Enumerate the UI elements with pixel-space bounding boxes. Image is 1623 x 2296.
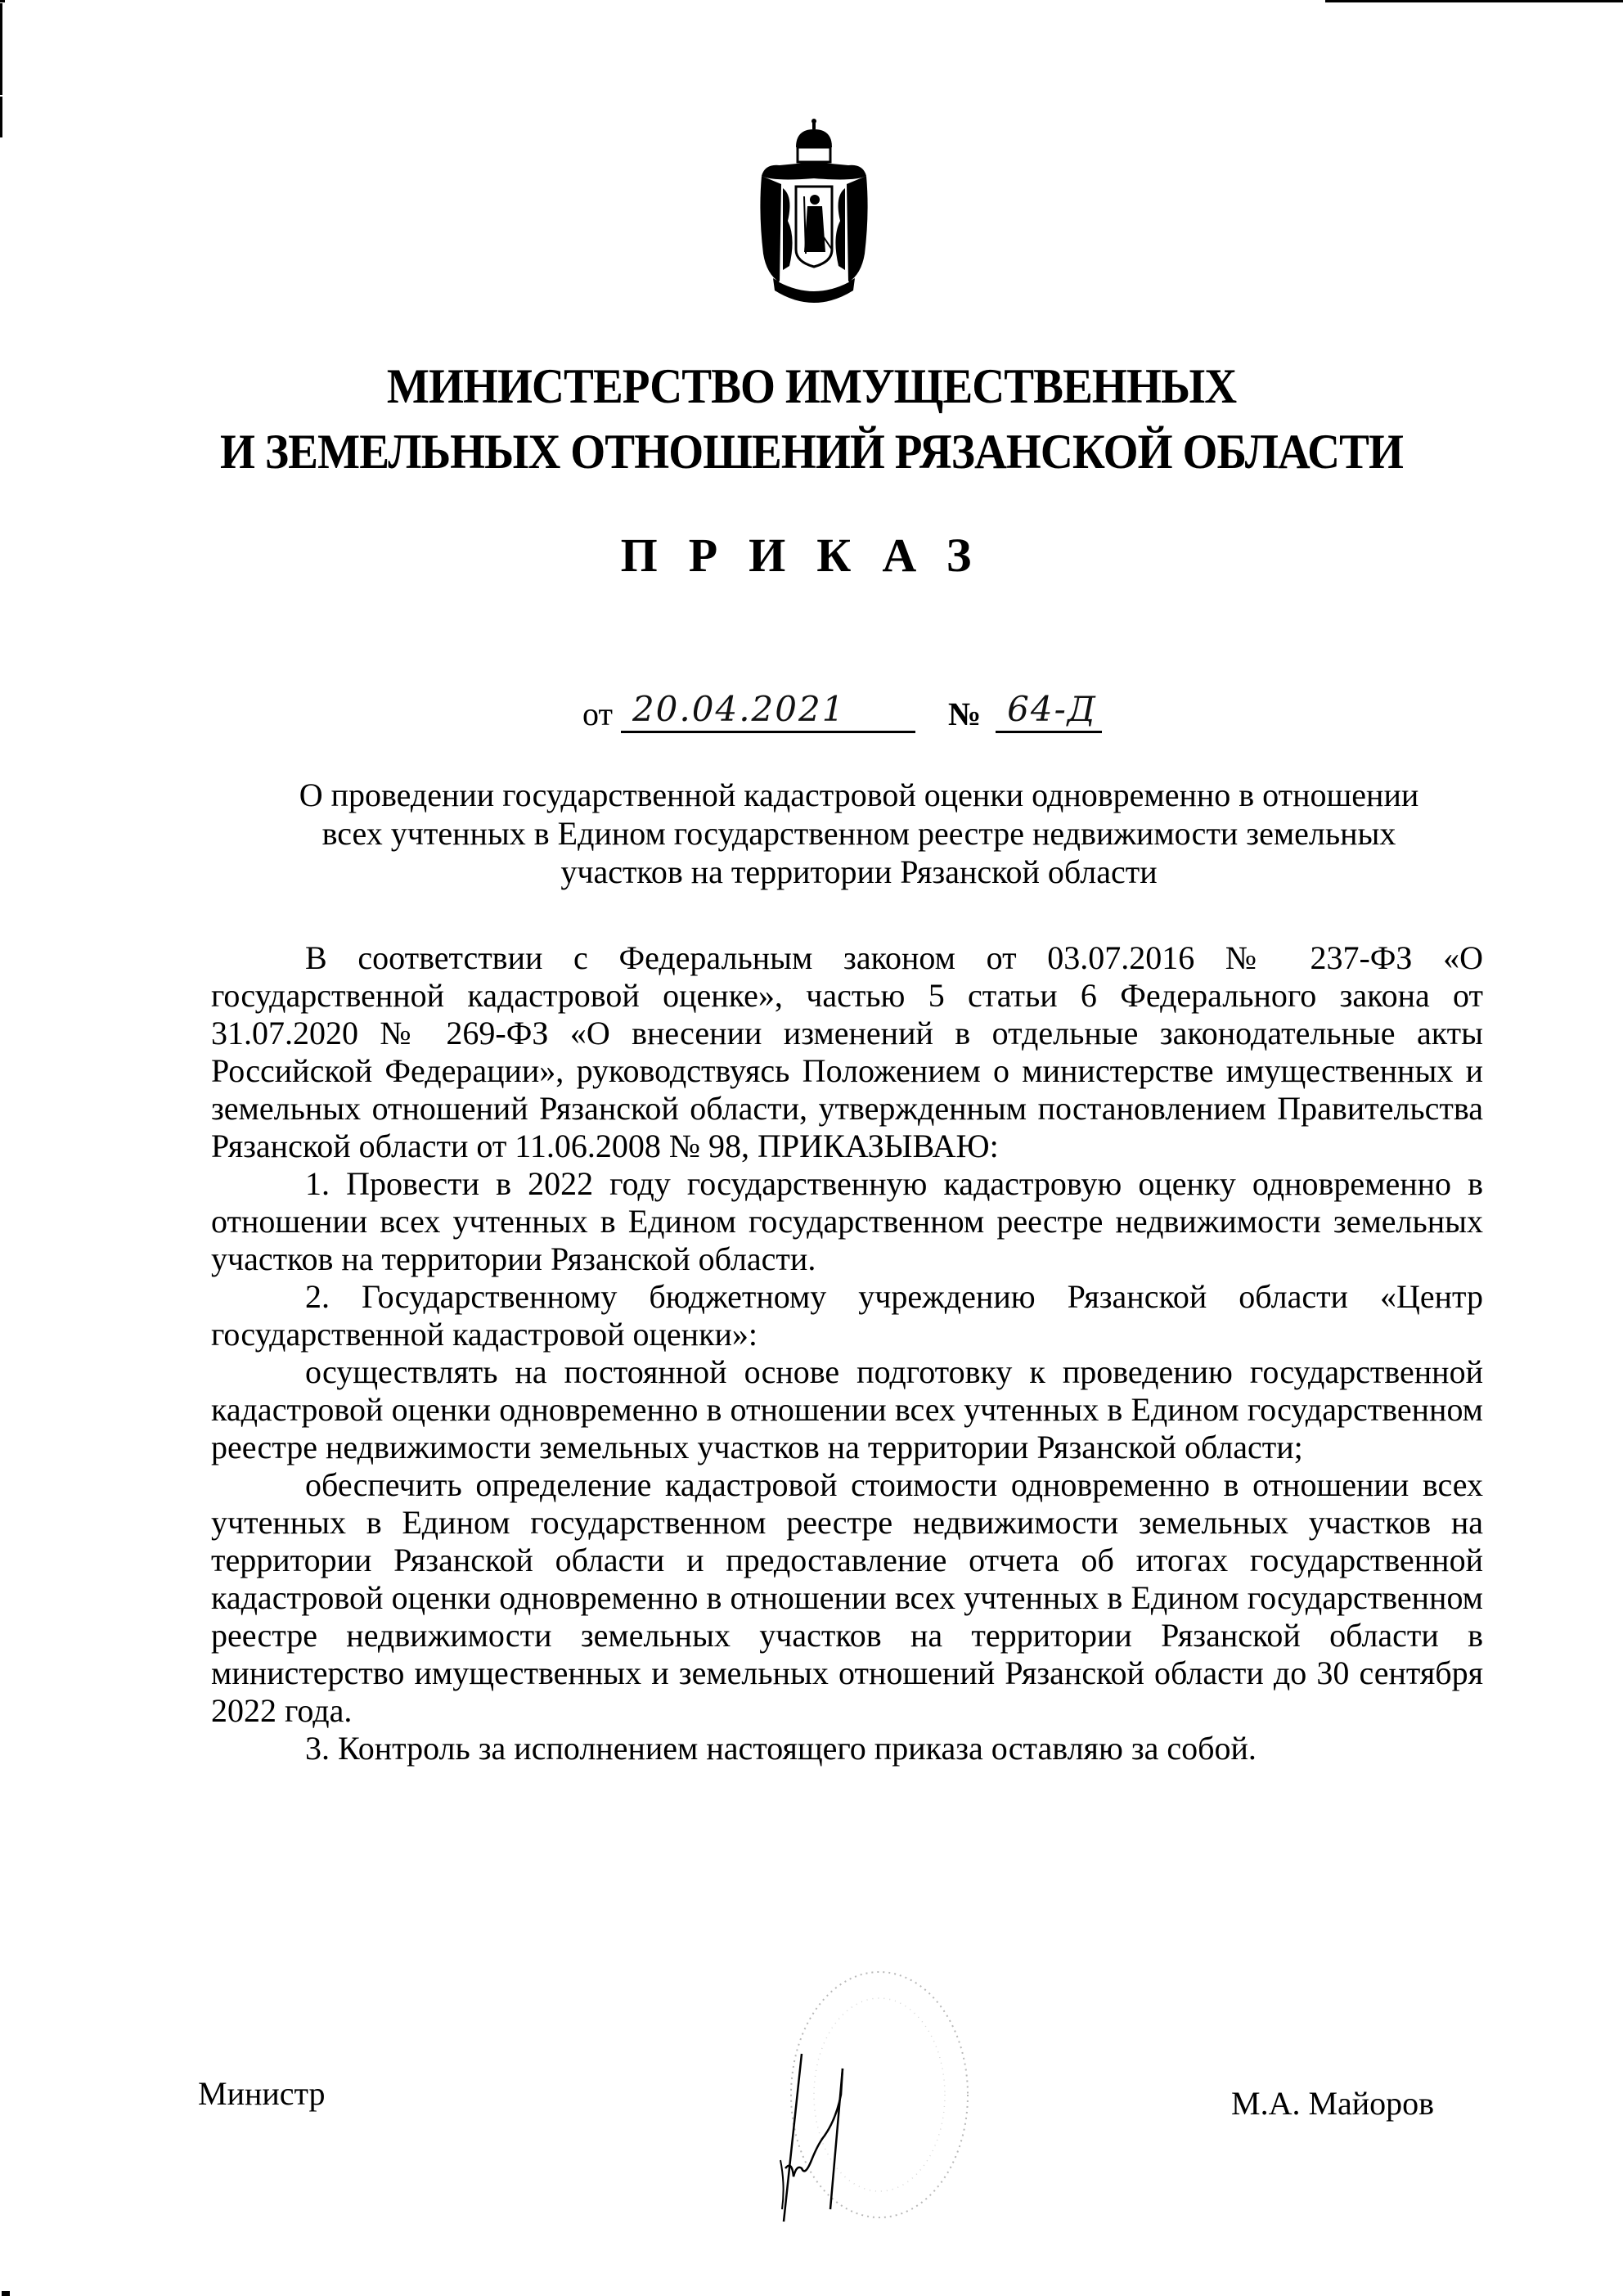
scan-artifact — [0, 3, 2, 95]
scan-artifact — [0, 97, 2, 137]
ministry-title-line-1: МИНИСТЕРСТВО ИМУЩЕСТВЕННЫХ — [386, 359, 1237, 413]
ministry-title — [65, 353, 1558, 484]
preamble-paragraph: В соответствии с Федеральным законом от 03.07.2016 № 237-ФЗ «О государственной кадастровой оценке», частью 5 статьи 6 Федерального закона от 31.07.2020 № 269-ФЗ «О внесении изменений в отдельные законодательные акты Российской Федерации», руководствуясь Положением о министерстве имущественных и земельных отношений Рязанской области, утвержденным постановлением Правительства Рязанской области от 11.06.2008 № 98, ПРИКАЗЫВАЮ: — [211, 939, 1483, 1164]
scan-artifact — [1325, 0, 1623, 2]
scan-artifact — [2, 2291, 10, 2296]
ministry-title-line-2: И ЗЕМЕЛЬНЫХ ОТНОШЕНИЙ РЯЗАНСКОЙ ОБЛАСТИ — [220, 425, 1403, 479]
order-subject: О проведении государственной кадастровой оценки одновременно в отношении всех учтенных в Едином государственном реестре недвижимости земельных участков на территории Рязанской области — [299, 777, 1419, 890]
number-label: № — [947, 696, 982, 732]
clause-1-paragraph: 1. Провести в 2022 году государственную кадастровую оценку одновременно в отношении всех учтенных в Едином государственном реестре недвижимости земельных участков на территории Рязанской области. — [211, 1165, 1483, 1277]
clause-2-subitem-1: осуществлять на постоянной основе подготовку к проведению государственной кадастровой оценки одновременно в отношении всех учтенных в Едином государственном реестре недвижимости земельных участков на территории Рязанской области; — [211, 1353, 1483, 1465]
document-type-heading: ПРИКАЗ — [620, 529, 1003, 582]
order-date-handwritten: 20.04.2021 — [621, 689, 915, 733]
clause-3-paragraph: 3. Контроль за исполнением настоящего приказа оставляю за собой. — [305, 1730, 1257, 1767]
clause-2-subitem-2: обеспечить определение кадастровой стоимости одновременно в отношении всех учтенных в Едином государственном реестре недвижимости земельных участков на территории Рязанской области и предоставление отчета об итогах государственной кадастровой оценки одновременно в отношении всех учтенных в Едином государственном реестре недвижимости земельных участков на территории Рязанской области в министерство имущественных и земельных отношений Рязанской области до 30 сентября 2022 года. — [211, 1466, 1483, 1729]
order-body — [211, 939, 1483, 1767]
order-meta — [582, 689, 1102, 733]
clause-2-paragraph: 2. Государственному бюджетному учреждению Рязанской области «Центр государственной кадастровой оценки»: — [211, 1278, 1483, 1353]
signatory-name: М.А. Майоров — [1231, 2085, 1435, 2122]
signatory-position: Министр — [198, 2075, 326, 2112]
handwritten-signature-icon — [744, 2046, 924, 2234]
scan-artifact — [0, 0, 5, 2]
order-number-handwritten: 64-Д — [996, 689, 1102, 733]
date-label: от — [582, 696, 613, 732]
coat-of-arms-icon — [757, 115, 871, 315]
